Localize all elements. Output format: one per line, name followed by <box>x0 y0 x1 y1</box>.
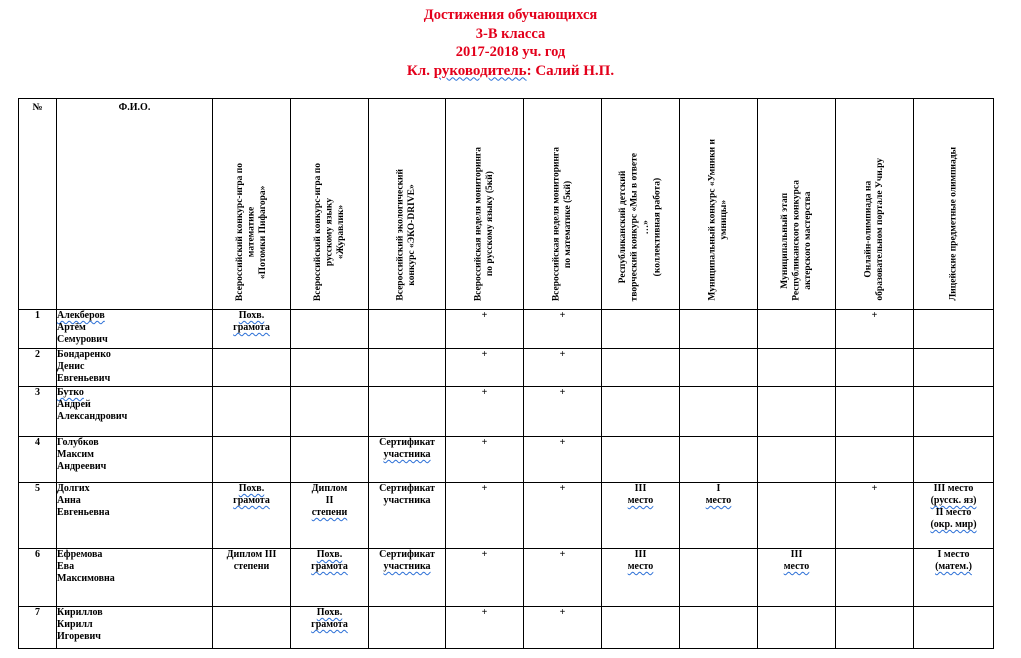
title-line-2: 3-В класса <box>475 25 546 42</box>
cell-text: + <box>559 387 566 398</box>
title-line-3: 2017-2018 уч. год <box>455 44 566 60</box>
cell-col-5 <box>524 437 602 483</box>
header-col-3 <box>369 99 446 310</box>
cell-col-5 <box>524 483 602 549</box>
cell-text: место <box>627 495 654 506</box>
cell-text: III место <box>933 483 974 494</box>
cell-text: место <box>705 495 732 506</box>
cell-col-3 <box>369 437 446 483</box>
cell-text: (матем.) <box>935 561 972 572</box>
row-number: 5 <box>19 483 57 549</box>
cell-text: (русск. яз) <box>930 495 977 506</box>
cell-col-7 <box>680 349 758 387</box>
cell-col-10 <box>914 349 994 387</box>
cell-col-8 <box>758 437 836 483</box>
header-col-10 <box>914 99 994 310</box>
student-name-part: Артём <box>57 322 86 333</box>
cell-col-10 <box>914 310 994 349</box>
table-row <box>19 483 994 549</box>
student-name-part: Голубков <box>57 437 99 448</box>
cell-col-7 <box>680 483 758 549</box>
cell-col-2 <box>291 483 369 549</box>
header-col9-text <box>863 158 886 301</box>
header-col9-line: Онлайн-олимпиада на <box>863 181 873 279</box>
header-col1-text <box>234 163 269 301</box>
student-name-part: Игоревич <box>57 631 101 642</box>
student-name-part: Максимовна <box>57 573 115 584</box>
header-col7-line: Муниципальный конкурс «Умники и <box>707 139 717 301</box>
header-col-2 <box>291 99 369 310</box>
title-line-4-suffix: : Салий Н.П. <box>526 62 615 79</box>
cell-text: + <box>481 349 488 360</box>
header-col6-line: Республиканский детский <box>617 170 628 284</box>
achievements-table <box>18 98 994 649</box>
header-col3-line: конкурс «ЭКО-DRIVE» <box>407 184 417 286</box>
cell-text: + <box>559 607 566 618</box>
cell-col-2 <box>291 549 369 607</box>
header-col2-text <box>312 163 347 301</box>
student-name-part: Ева <box>57 561 75 572</box>
cell-col-6 <box>602 549 680 607</box>
student-name-part: Евгеньевна <box>57 507 110 518</box>
cell-col-4 <box>446 349 524 387</box>
table-row <box>19 310 994 349</box>
student-name <box>57 310 213 349</box>
student-name-part: Анна <box>57 495 81 506</box>
cell-col-2 <box>291 387 369 437</box>
table-row <box>19 549 994 607</box>
cell-col-9 <box>836 387 914 437</box>
student-name <box>57 349 213 387</box>
cell-text: место <box>627 561 654 572</box>
header-col4-line: Всероссийская неделя мониторинга <box>473 146 483 301</box>
cell-col-5 <box>524 349 602 387</box>
cell-text: + <box>481 483 488 494</box>
cell-text: Похв. <box>316 549 343 560</box>
cell-col-9 <box>836 349 914 387</box>
header-col8-line: Республиканского конкурса <box>790 180 801 301</box>
title-line-4-prefix: Кл. <box>406 62 434 79</box>
header-col-8 <box>758 99 836 310</box>
cell-col-10 <box>914 387 994 437</box>
cell-text: I место <box>937 549 970 560</box>
cell-text: Диплом III <box>226 549 277 560</box>
cell-text: + <box>871 310 878 321</box>
header-col3-text <box>396 169 419 301</box>
header-col-6 <box>602 99 680 310</box>
header-col2-line: «Журавлик» <box>335 204 346 260</box>
row-number: 4 <box>19 437 57 483</box>
cell-col-2 <box>291 349 369 387</box>
header-col-5 <box>524 99 602 310</box>
cell-text: Сертификат <box>379 483 435 494</box>
title-line-4 <box>0 62 1021 81</box>
cell-col-1 <box>213 549 291 607</box>
header-col10-line: Лицейские предметные олимпиады <box>947 147 958 301</box>
cell-text: (окр. мир) <box>930 519 977 530</box>
header-col5-line: Всероссийская неделя мониторинга <box>551 146 561 301</box>
header-col7-line: умницы» <box>718 200 729 241</box>
header-col5-text <box>551 147 574 301</box>
cell-text: Похв. <box>316 607 343 618</box>
header-col9-line: образовательном портале Учи.ру <box>874 158 885 301</box>
cell-col-5 <box>524 549 602 607</box>
cell-col-5 <box>524 310 602 349</box>
student-name-part: Кириллов <box>57 607 103 618</box>
cell-col-1 <box>213 483 291 549</box>
student-name-part: Ефремова <box>57 549 103 560</box>
header-col1-line: «Потомки Пифагора» <box>257 185 268 279</box>
header-col1-line: Всероссийский конкурс-игра по <box>234 162 245 301</box>
header-col8-line: актерского мастерства <box>802 191 813 290</box>
row-number: 3 <box>19 387 57 437</box>
cell-col-7 <box>680 437 758 483</box>
header-col1-line: математике <box>245 206 256 258</box>
header-col6-line: творческий конкурс «Мы в ответе <box>629 152 639 301</box>
cell-col-6 <box>602 349 680 387</box>
cell-col-8 <box>758 310 836 349</box>
header-row <box>19 99 994 310</box>
cell-text: III <box>790 549 803 560</box>
cell-col-5 <box>524 387 602 437</box>
cell-text: участника <box>383 561 431 572</box>
cell-col-7 <box>680 387 758 437</box>
cell-col-2 <box>291 607 369 649</box>
cell-col-1 <box>213 387 291 437</box>
cell-col-9 <box>836 310 914 349</box>
cell-text: грамота <box>233 322 270 333</box>
cell-col-8 <box>758 549 836 607</box>
cell-col-9 <box>836 483 914 549</box>
cell-col-1 <box>213 349 291 387</box>
student-name-part: Денис <box>57 361 85 372</box>
cell-col-10 <box>914 549 994 607</box>
cell-col-4 <box>446 607 524 649</box>
header-fio: Ф.И.О. <box>57 99 213 310</box>
cell-text: + <box>559 483 566 494</box>
student-name-part: Бутко <box>57 387 84 398</box>
cell-col-8 <box>758 349 836 387</box>
cell-col-4 <box>446 310 524 349</box>
header-col6-line: …» <box>640 219 651 234</box>
cell-text: Диплом <box>311 483 348 494</box>
header-col6-text <box>618 153 664 301</box>
cell-col-1 <box>213 607 291 649</box>
cell-col-5 <box>524 607 602 649</box>
cell-col-1 <box>213 437 291 483</box>
cell-col-8 <box>758 387 836 437</box>
cell-text: Сертификат <box>379 549 435 560</box>
row-number: 7 <box>19 607 57 649</box>
cell-text: Похв. <box>238 310 265 321</box>
student-name-part: Александрович <box>57 411 128 422</box>
cell-col-2 <box>291 437 369 483</box>
table-row <box>19 349 994 387</box>
row-number: 2 <box>19 349 57 387</box>
cell-col-3 <box>369 483 446 549</box>
cell-text: Похв. <box>238 483 265 494</box>
cell-col-4 <box>446 549 524 607</box>
cell-col-7 <box>680 310 758 349</box>
student-name <box>57 437 213 483</box>
header-col5-line: по математике (5кй) <box>562 180 573 268</box>
cell-text: грамота <box>311 561 348 572</box>
header-col-4 <box>446 99 524 310</box>
cell-text: III <box>634 549 647 560</box>
cell-col-1 <box>213 310 291 349</box>
student-name-part: Андреевич <box>57 461 107 472</box>
cell-col-3 <box>369 349 446 387</box>
student-name-part: Семурович <box>57 334 108 345</box>
cell-text: + <box>559 549 566 560</box>
cell-col-3 <box>369 387 446 437</box>
header-col-1 <box>213 99 291 310</box>
cell-text: + <box>559 349 566 360</box>
cell-col-10 <box>914 607 994 649</box>
cell-col-7 <box>680 549 758 607</box>
title-line-1: Достижения обучающихся <box>423 7 598 23</box>
header-col8-line: Муниципальный этап <box>779 192 790 289</box>
cell-col-6 <box>602 483 680 549</box>
cell-text: II <box>325 495 334 506</box>
cell-col-6 <box>602 387 680 437</box>
table-row <box>19 437 994 483</box>
student-name <box>57 483 213 549</box>
cell-text: грамота <box>233 495 270 506</box>
cell-text: + <box>871 483 878 494</box>
cell-text: + <box>481 549 488 560</box>
cell-text: + <box>481 310 488 321</box>
header-col-7 <box>680 99 758 310</box>
header-col8-text <box>779 180 814 301</box>
cell-col-10 <box>914 437 994 483</box>
header-col3-line: Всероссийский экологический <box>395 169 406 301</box>
document-title <box>0 6 1021 80</box>
cell-text: + <box>481 387 488 398</box>
cell-col-9 <box>836 607 914 649</box>
cell-col-8 <box>758 607 836 649</box>
cell-text: грамота <box>311 619 348 630</box>
student-name <box>57 607 213 649</box>
cell-text: + <box>559 310 566 321</box>
cell-col-3 <box>369 607 446 649</box>
cell-text: место <box>783 561 810 572</box>
header-col6-line: (коллективная работа) <box>652 177 662 277</box>
row-number: 1 <box>19 310 57 349</box>
row-number: 6 <box>19 549 57 607</box>
cell-text: Сертификат <box>379 437 435 448</box>
cell-col-3 <box>369 310 446 349</box>
table-row <box>19 607 994 649</box>
cell-col-9 <box>836 437 914 483</box>
student-name-part: Евгеньевич <box>57 373 111 384</box>
cell-col-6 <box>602 310 680 349</box>
cell-col-3 <box>369 549 446 607</box>
cell-col-7 <box>680 607 758 649</box>
cell-text: + <box>481 607 488 618</box>
cell-text: степени <box>233 561 270 572</box>
header-col7-text <box>707 139 730 301</box>
header-num: № <box>19 99 57 310</box>
header-col4-line: по русскому языку (5кй) <box>484 171 495 277</box>
student-name-part: Кирилл <box>57 619 93 630</box>
header-col4-text <box>473 147 496 301</box>
cell-col-4 <box>446 437 524 483</box>
header-col2-line: Всероссийский конкурс-игра по <box>312 162 323 301</box>
cell-col-9 <box>836 549 914 607</box>
student-name <box>57 387 213 437</box>
cell-col-8 <box>758 483 836 549</box>
table-body <box>19 310 994 649</box>
cell-text: II место <box>935 507 972 518</box>
title-line-4-word: руководитель <box>433 62 527 79</box>
student-name-part: Бондаренко <box>57 349 111 360</box>
header-col10-text <box>948 147 960 301</box>
student-name-part: Андрей <box>57 399 91 410</box>
cell-col-10 <box>914 483 994 549</box>
cell-text: степени <box>311 507 348 518</box>
cell-text: III <box>634 483 647 494</box>
cell-text: участника <box>383 449 431 460</box>
cell-text: + <box>559 437 566 448</box>
student-name-part: Долгих <box>57 483 90 494</box>
student-name <box>57 549 213 607</box>
cell-text: участника <box>383 495 431 506</box>
student-name-part: Максим <box>57 449 94 460</box>
table-row <box>19 387 994 437</box>
header-col2-line: русскому языку <box>323 197 334 266</box>
cell-col-4 <box>446 387 524 437</box>
cell-col-4 <box>446 483 524 549</box>
header-col-9 <box>836 99 914 310</box>
cell-col-2 <box>291 310 369 349</box>
cell-text: I <box>716 483 721 494</box>
cell-text: + <box>481 437 488 448</box>
cell-col-6 <box>602 437 680 483</box>
student-name-part: Алекберов <box>57 310 105 321</box>
cell-col-6 <box>602 607 680 649</box>
